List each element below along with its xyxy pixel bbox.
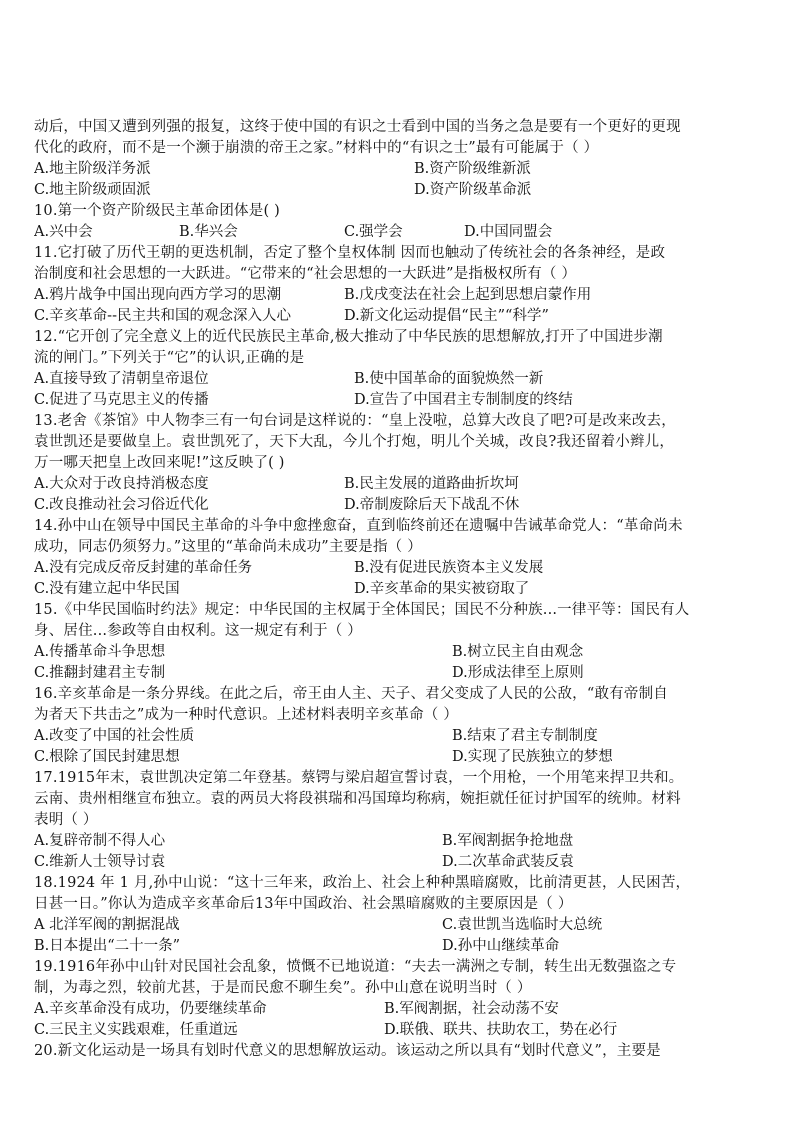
option-row bbox=[34, 180, 764, 201]
option-c: C.辛亥革命--民主共和国的观念深入人心 bbox=[34, 308, 291, 324]
question-text: 治制度和社会思想的一大跃进。“它带来的“社会思想的一大跃进”是指极权所有（ ） bbox=[34, 266, 577, 282]
option-row bbox=[34, 747, 764, 768]
option-a: A.兴中会 bbox=[34, 224, 93, 240]
option-b: B.资产阶级维新派 bbox=[414, 161, 531, 177]
option-d: D.宣告了中国君主专制制度的终结 bbox=[354, 392, 573, 408]
question-text: 云南、贵州相继宣布独立。袁的两员大将段祺瑞和冯国璋均称病，婉拒就任征讨护国军的统帅。材料 bbox=[34, 791, 681, 807]
option-d: D.新文化运动提倡“民主”“科学” bbox=[344, 308, 549, 324]
option-row bbox=[34, 495, 764, 516]
option-row bbox=[34, 222, 764, 243]
question-text: 万一哪天把皇上改回来呢!”这反映了( ) bbox=[34, 455, 285, 471]
option-row bbox=[34, 390, 764, 411]
option-row bbox=[34, 285, 764, 306]
option-c: C.改良推动社会习俗近代化 bbox=[34, 497, 209, 513]
question-text: 为者天下共击之”成为一种时代意识。上述材料表明辛亥革命（ ） bbox=[34, 707, 459, 723]
option-d: D.实现了民族独立的梦想 bbox=[452, 749, 613, 765]
option-row bbox=[34, 159, 764, 180]
option-row bbox=[34, 663, 764, 684]
option-a: A.改变了中国的社会性质 bbox=[34, 728, 195, 744]
question-text: 10.第一个资产阶级民主革命团体是( ) bbox=[34, 203, 280, 219]
option-d: D.孙中山继续革命 bbox=[442, 938, 560, 954]
option-c: C.推翻封建君主专制 bbox=[34, 665, 166, 681]
question-text: 11.它打破了历代王朝的更迭机制，否定了整个皇权体制 因而也触动了传统社会的各条神经，是政 bbox=[34, 245, 666, 261]
option-a: A.辛亥革命没有成功，仍要继续革命 bbox=[34, 1001, 267, 1017]
question-10 bbox=[34, 201, 764, 243]
option-c: C.维新人士领导讨袁 bbox=[34, 854, 166, 870]
option-row bbox=[34, 726, 764, 747]
option-b: B.日本提出“二十一条” bbox=[34, 938, 181, 954]
question-text: 14.孙中山在领导中国民主革命的斗争中愈挫愈奋，直到临终前还在遗嘱中告诫革命党人：“革命尚未 bbox=[34, 518, 683, 534]
option-c: C.强学会 bbox=[344, 224, 403, 240]
question-17 bbox=[34, 768, 764, 873]
option-b: B.结束了君主专制制度 bbox=[452, 728, 598, 744]
option-c: C.袁世凯当选临时大总统 bbox=[442, 917, 603, 933]
question-text: 17.1915年末，袁世凯决定第二年登基。蔡锷与梁启超宣誓讨袁，一个用枪，一个用笔来捍卫共和。 bbox=[34, 770, 684, 786]
option-a: A.传播革命斗争思想 bbox=[34, 644, 166, 660]
question-text: 袁世凯还是要做皇上。袁世凯死了，天下大乱，今儿个打炮，明儿个关城，改良?我还留着小辫儿， bbox=[34, 434, 675, 450]
question-20 bbox=[34, 1041, 764, 1062]
question-18 bbox=[34, 873, 764, 957]
question-text: 代化的政府，而不是一个濒于崩溃的帝王之家。”材料中的“有识之士”最有可能属于（ ） bbox=[34, 140, 599, 156]
question-15 bbox=[34, 600, 764, 684]
option-row bbox=[34, 936, 764, 957]
option-b: B.华兴会 bbox=[179, 224, 238, 240]
question-11 bbox=[34, 243, 764, 327]
option-row bbox=[34, 999, 764, 1020]
option-row bbox=[34, 369, 764, 390]
question-text: 成功，同志仍须努力。”这里的“革命尚未成功”主要是指（ ） bbox=[34, 539, 422, 555]
option-row bbox=[34, 306, 764, 327]
question-text: 20.新文化运动是一场具有划时代意义的思想解放运动。该运动之所以具有“划时代意义”，主要是 bbox=[34, 1043, 661, 1059]
option-a: A.大众对于改良持消极态度 bbox=[34, 476, 209, 492]
option-b: B.民主发展的道路曲折坎坷 bbox=[344, 476, 519, 492]
question-text: 12.“它开创了完全意义上的近代民族民主革命,极大推动了中华民族的思想解放,打开了中国进步潮 bbox=[34, 329, 663, 345]
question-13 bbox=[34, 411, 764, 516]
option-b: B.戊戌变法在社会上起到思想启蒙作用 bbox=[344, 287, 592, 303]
option-c: C.地主阶级顽固派 bbox=[34, 182, 151, 198]
question-text: 13.老舍《茶馆》中人物李三有一句台词是这样说的：“皇上没啦，总算大改良了吧?可是改来改去， bbox=[34, 413, 676, 429]
option-b: B.军阀割据，社会动荡不安 bbox=[384, 1001, 559, 1017]
option-d: D.二次革命武装反袁 bbox=[442, 854, 574, 870]
option-b: B.没有促进民族资本主义发展 bbox=[354, 560, 544, 576]
option-row bbox=[34, 1020, 764, 1041]
option-a: A 北洋军阀的割据混战 bbox=[34, 917, 180, 933]
question-9 bbox=[34, 117, 764, 201]
question-text: 18.1924 年 1 月,孙中山说：“这十三年来，政治上、社会上种种黑暗腐败，比前清更甚，人民困苦， bbox=[34, 875, 691, 891]
question-text: 身、居住...参政等自由权利。这一规定有利于（ ） bbox=[34, 623, 362, 639]
question-text: 15.《中华民国临时约法》规定：中华民国的主权属于全体国民；国民不分种族...一律平等：国民有人 bbox=[34, 602, 690, 618]
question-text: 16.辛亥革命是一条分界线。在此之后，帝王由人主、天子、君父变成了人民的公敌，“敢有帝制自 bbox=[34, 686, 668, 702]
option-d: D.联俄、联共、扶助农工，势在必行 bbox=[384, 1022, 618, 1038]
option-d: D.形成法律至上原则 bbox=[452, 665, 584, 681]
option-row bbox=[34, 831, 764, 852]
question-text: 动后，中国又遭到列强的报复，这终于使中国的有识之士看到中国的当务之急是要有一个更好的更现 bbox=[34, 119, 681, 135]
question-14 bbox=[34, 516, 764, 600]
option-c: C.没有建立起中华民国 bbox=[34, 581, 180, 597]
option-row bbox=[34, 558, 764, 579]
option-b: B.军阀割据争抢地盘 bbox=[442, 833, 574, 849]
option-d: D.中国同盟会 bbox=[464, 224, 553, 240]
question-text: 19.1916年孙中山针对民国社会乱象，愤慨不已地说道：“夫去一满洲之专制，转生出无数强盗之专 bbox=[34, 959, 677, 975]
option-a: A.直接导致了清朝皇帝退位 bbox=[34, 371, 209, 387]
option-b: B.树立民主自由观念 bbox=[452, 644, 584, 660]
option-row bbox=[34, 579, 764, 600]
option-a: A.没有完成反帝反封建的革命任务 bbox=[34, 560, 253, 576]
question-19 bbox=[34, 957, 764, 1041]
option-c: C.根除了国民封建思想 bbox=[34, 749, 180, 765]
question-list bbox=[34, 117, 764, 1062]
option-row bbox=[34, 642, 764, 663]
option-a: A.鸦片战争中国出现向西方学习的思潮 bbox=[34, 287, 282, 303]
option-d: D.辛亥革命的果实被窃取了 bbox=[354, 581, 530, 597]
option-a: A.地主阶级洋务派 bbox=[34, 161, 151, 177]
option-a: A.复辟帝制不得人心 bbox=[34, 833, 166, 849]
question-text: 流的闸门。”下列关于“它”的认识,正确的是 bbox=[34, 350, 305, 366]
question-12 bbox=[34, 327, 764, 411]
option-row bbox=[34, 852, 764, 873]
option-d: D.资产阶级革命派 bbox=[414, 182, 532, 198]
option-row bbox=[34, 915, 764, 936]
question-text: 表明（ ） bbox=[34, 812, 98, 828]
question-16 bbox=[34, 684, 764, 768]
option-c: C.促进了马克思主义的传播 bbox=[34, 392, 209, 408]
option-b: B.使中国革命的面貌焕然一新 bbox=[354, 371, 544, 387]
question-text: 日甚一日。”你认为造成辛亥革命后13年中国政治、社会黑暗腐败的主要原因是（ ） bbox=[34, 896, 573, 912]
option-d: D.帝制废除后天下战乱不休 bbox=[344, 497, 520, 513]
option-c: C.三民主义实践艰难，任重道远 bbox=[34, 1022, 238, 1038]
option-row bbox=[34, 474, 764, 495]
question-text: 制，为毒之烈，较前尤甚，于是而民愈不聊生矣”。孙中山意在说明当时（ ） bbox=[34, 980, 532, 996]
